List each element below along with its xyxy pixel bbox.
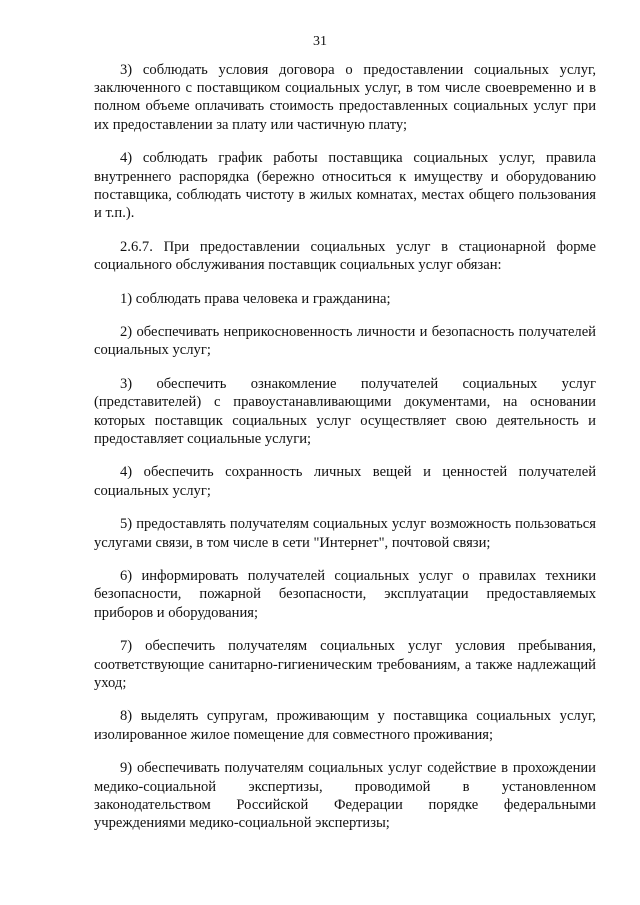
paragraph-provider-duty-4: 4) обеспечить сохранность личных вещей и ценностей получателей социальных услуг; [94,464,596,499]
paragraph-provider-duty-7: 7) обеспечить получателям социальных услуг условия пребывания, соответствующие санитарно-гигиеническим требованиям, а также надлежащий уход; [94,638,596,691]
paragraph-section-2-6-7: 2.6.7. При предоставлении социальных услуг в стационарной форме социального обслуживания поставщик социальных услуг обязан: [94,238,596,273]
paragraph-provider-duty-6: 6) информировать получателей социальных услуг о правилах техники безопасности, пожарной безопасности, эксплуатации предоставляемых приборов и оборудования; [94,568,596,621]
page-number: 31 [313,34,327,49]
paragraph-provider-duty-5: 5) предоставлять получателям социальных услуг возможность пользоваться услугами связи, в том числе в сети "Интернет", почтовой связи; [94,516,596,551]
paragraph-provider-duty-1: 1) соблюдать права человека и гражданина; [120,290,391,307]
paragraph-provider-duty-9: 9) обеспечивать получателям социальных услуг содействие в прохождении медико-социальной экспертизы, проводимой в установленном законодательством Российской Федерации порядке федеральными учреждениями медико-социальной экспертизы; [94,760,596,831]
paragraph-provider-duty-8: 8) выделять супругам, проживающим у поставщика социальных услуг, изолированное жилое помещение для совместного проживания; [94,708,596,743]
paragraph-obligation-3-contract: 3) соблюдать условия договора о предоставлении социальных услуг, заключенного с поставщиком социальных услуг, в том числе своевременно и в полном объеме оплачивать стоимость предоставленных социальных услуг при их предоставлении за плату или частичную плату; [94,62,596,133]
document-body [94,61,596,848]
paragraph-provider-duty-3: 3) обеспечить ознакомление получателей социальных услуг (представителей) с правоустанавливающими документами, на основании которых поставщик социальных услуг осуществляет свою деятельность и предоставляет социальные услуги; [94,376,596,447]
paragraph-provider-duty-2: 2) обеспечивать неприкосновенность личности и безопасность получателей социальных услуг; [94,324,596,359]
paragraph-obligation-4-schedule: 4) соблюдать график работы поставщика социальных услуг, правила внутреннего распорядка (бережно относиться к имуществу и оборудованию поставщика, соблюдать чистоту в жилых комнатах, местах общего пользования и т.п.). [94,150,596,221]
